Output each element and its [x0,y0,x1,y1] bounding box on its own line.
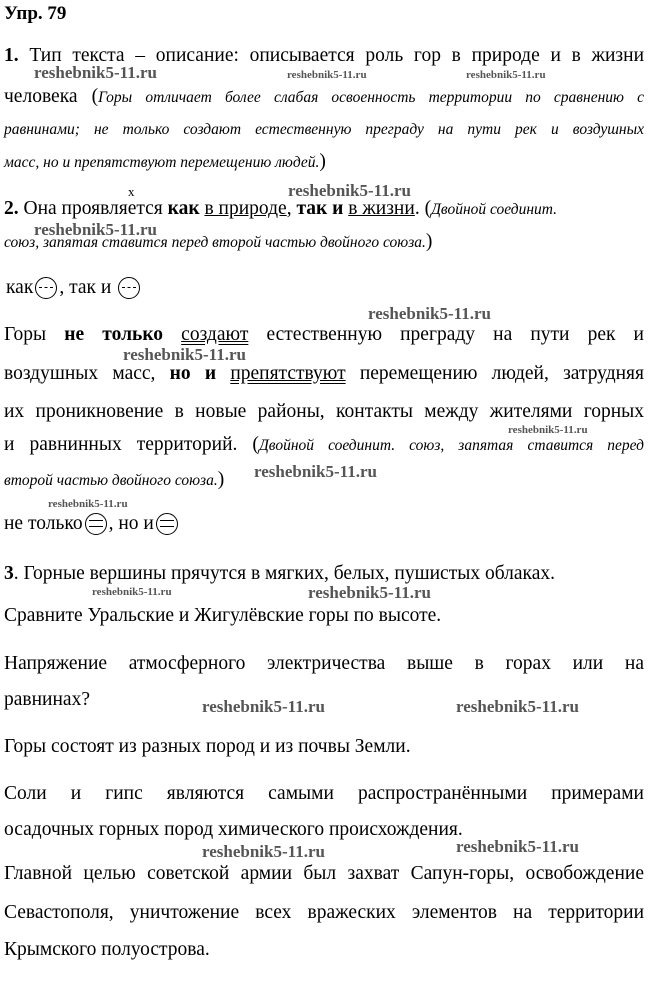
watermark: reshebnik5-11.ru [202,697,325,716]
watermark: reshebnik5-11.ru [254,462,377,481]
watermark: reshebnik5-11.ru [34,220,157,239]
scheme-kak-tak-i: как , так и [6,276,142,300]
double-line-member-icon [85,513,107,535]
scheme-ne-tolko-no-i: не только , но и [4,512,180,536]
s3-line-7: осадочных горных пород химического происхождения. [4,819,463,840]
watermark: reshebnik5-11.ru [202,842,325,861]
s2-line-1: 2. Она проявляется как в природе, так и в жизни. (Двойной соединит. [4,198,558,219]
s1-number: 1. [4,45,19,66]
s1-line-2: человека (Горы отличает более слабая освоенность территории по сравнению с [4,86,644,107]
s3-line-5: Горы состоят из разных пород и из почвы Земли. [4,736,411,757]
watermark: reshebnik5-11.ru [456,697,579,716]
watermark: reshebnik5-11.ru [508,424,588,436]
s2b-line-1: Горы не только создают естественную преграду на пути рек и [4,324,644,345]
s1-line-4: масс, но и препятствуют перемещению людей.) [4,151,326,172]
s3-line-10: Крымского полуострова. [4,939,210,960]
s3-line-8: Главной целью советской армии был захват Сапун-горы, освобождение [4,863,644,884]
watermark: reshebnik5-11.ru [287,69,367,81]
s2b-line-5: второй частью двойного союза.) [4,469,225,490]
conj-no-i: но и [169,363,217,384]
s2b-line-4: и равнинных территорий. (Двойной соединит. союз, запятая ставится перед [4,434,644,455]
watermark: reshebnik5-11.ru [92,586,172,598]
s3-line-6: Соли и гипс являются самыми распространёнными примерами [4,783,644,804]
conj-ne-tolko: не только [64,324,164,345]
dashed-member-icon [35,277,57,299]
watermark: reshebnik5-11.ru [48,498,128,510]
member-v-zhizni: в жизни [348,198,415,219]
s1-line-1: 1. Тип текста – описание: описывается роль гор в природе и в жизни [4,45,644,66]
s2b-line-3: их проникновение в новые районы, контакты между жителями горных [4,401,644,422]
stray-mark: х [128,184,135,199]
conj-kak: как [167,198,200,219]
double-line-member-icon [156,513,178,535]
conj-tak-i: так и [296,198,344,219]
member-v-prirode: в природе [204,198,287,219]
watermark: reshebnik5-11.ru [456,837,579,856]
watermark: reshebnik5-11.ru [123,345,246,364]
exercise-title: Упр. 79 [4,3,67,24]
s2-line-2: союз, запятая ставится перед второй частью двойного союза.) [4,231,433,252]
s3-line-4: равнинах? [4,689,90,710]
predicate-sozdayut: создают [181,324,249,345]
s2b-line-2: воздушных масс, но и препятствуют перемещению людей, затрудняя [4,363,644,384]
predicate-prepyatstvuyut: препятствуют [230,363,346,384]
watermark: reshebnik5-11.ru [288,181,411,200]
watermark: reshebnik5-11.ru [308,583,431,602]
s3-line-1: 3. Горные вершины прячутся в мягких, белых, пушистых облаках. [4,563,555,584]
s3-line-2: Сравните Уральские и Жигулёвские горы по высоте. [4,605,442,626]
s3-line-9: Севастополя, уничтожение всех вражеских элементов на территории [4,902,644,923]
s3-line-3: Напряжение атмосферного электричества выше в горах или на [4,653,644,674]
watermark: reshebnik5-11.ru [368,304,491,323]
watermark: reshebnik5-11.ru [466,69,546,81]
watermark: reshebnik5-11.ru [34,63,157,82]
dashed-member-icon [118,277,140,299]
s1-line-3: равнинами; не только создают естественную преграду на пути рек и воздушных [4,121,644,138]
